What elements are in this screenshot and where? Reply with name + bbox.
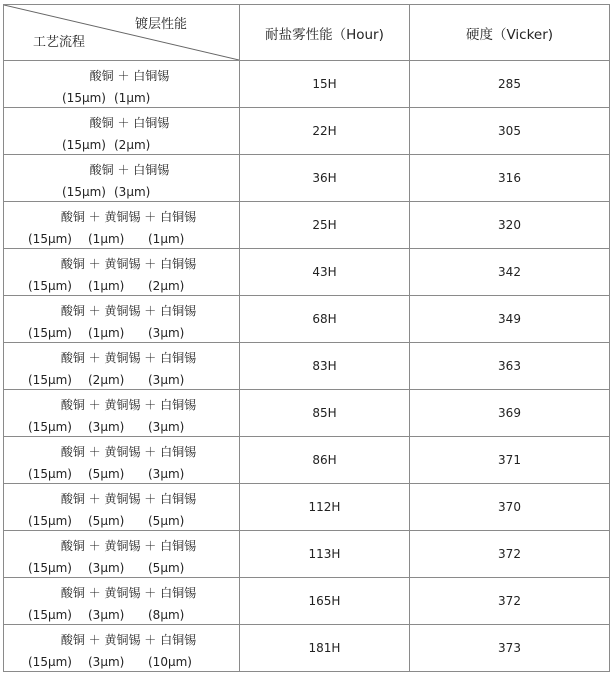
layer-thickness: (3μm) <box>148 373 185 387</box>
table-row <box>4 108 610 155</box>
hardness-cell: 342 <box>410 249 610 296</box>
layer-thickness: (15μm) <box>28 420 72 434</box>
layer-thickness: (1μm) <box>114 91 151 105</box>
layer-thickness: (1μm) <box>88 232 125 246</box>
salt-spray-cell: 25H <box>240 202 410 249</box>
process-cell <box>4 202 240 249</box>
process-cell <box>4 531 240 578</box>
header-process-flow: 工艺流程 <box>33 35 86 50</box>
hardness-cell: 349 <box>410 296 610 343</box>
layer-thickness: (5μm) <box>148 561 185 575</box>
salt-spray-cell: 165H <box>240 578 410 625</box>
salt-spray-cell: 36H <box>240 155 410 202</box>
hardness-cell: 372 <box>410 578 610 625</box>
layer-thickness: (3μm) <box>88 608 125 622</box>
layer-thickness: (5μm) <box>88 514 125 528</box>
layer-thickness: (15μm) <box>28 561 72 575</box>
layer-thickness: (15μm) <box>28 279 72 293</box>
layer-thickness: (3μm) <box>148 467 185 481</box>
process-cell <box>4 578 240 625</box>
layer-thickness: (15μm) <box>28 326 72 340</box>
salt-spray-cell: 68H <box>240 296 410 343</box>
table-row <box>4 531 610 578</box>
process-steps: 酸铜 ＋ 白铜锡 <box>89 116 170 130</box>
table-row <box>4 625 610 672</box>
process-steps: 酸铜 ＋ 黄铜锡 ＋ 白铜锡 <box>60 304 197 318</box>
layer-thickness: (15μm) <box>28 467 72 481</box>
process-cell <box>4 249 240 296</box>
salt-spray-cell: 112H <box>240 484 410 531</box>
header-hardness: 硬度（Vicker) <box>410 5 610 61</box>
process-steps: 酸铜 ＋ 黄铜锡 ＋ 白铜锡 <box>60 492 197 506</box>
layer-thickness: (15μm) <box>28 514 72 528</box>
process-steps: 酸铜 ＋ 白铜锡 <box>89 69 170 83</box>
hardness-cell: 373 <box>410 625 610 672</box>
process-steps: 酸铜 ＋ 黄铜锡 ＋ 白铜锡 <box>60 398 197 412</box>
layer-thickness: (2μm) <box>114 138 151 152</box>
hardness-cell: 320 <box>410 202 610 249</box>
salt-spray-cell: 15H <box>240 61 410 108</box>
salt-spray-cell: 113H <box>240 531 410 578</box>
process-cell <box>4 484 240 531</box>
header-salt-spray: 耐盐雾性能（Hour) <box>240 5 410 61</box>
plating-performance-table <box>3 4 610 672</box>
hardness-cell: 371 <box>410 437 610 484</box>
layer-thickness: (3μm) <box>148 326 185 340</box>
process-cell <box>4 390 240 437</box>
hardness-cell: 370 <box>410 484 610 531</box>
hardness-cell: 372 <box>410 531 610 578</box>
salt-spray-cell: 85H <box>240 390 410 437</box>
process-cell <box>4 437 240 484</box>
layer-thickness: (1μm) <box>88 279 125 293</box>
salt-spray-cell: 22H <box>240 108 410 155</box>
header-row <box>4 5 610 61</box>
process-steps: 酸铜 ＋ 黄铜锡 ＋ 白铜锡 <box>60 257 197 271</box>
table-row <box>4 155 610 202</box>
salt-spray-cell: 83H <box>240 343 410 390</box>
layer-thickness: (15μm) <box>62 185 106 199</box>
table-row <box>4 296 610 343</box>
table-row <box>4 249 610 296</box>
process-steps: 酸铜 ＋ 黄铜锡 ＋ 白铜锡 <box>60 633 197 647</box>
table-row <box>4 484 610 531</box>
hardness-cell: 363 <box>410 343 610 390</box>
process-steps: 酸铜 ＋ 黄铜锡 ＋ 白铜锡 <box>60 539 197 553</box>
process-steps: 酸铜 ＋ 黄铜锡 ＋ 白铜锡 <box>60 351 197 365</box>
layer-thickness: (2μm) <box>148 279 185 293</box>
layer-thickness: (1μm) <box>88 326 125 340</box>
table-row <box>4 437 610 484</box>
hardness-cell: 316 <box>410 155 610 202</box>
layer-thickness: (15μm) <box>28 608 72 622</box>
hardness-cell: 285 <box>410 61 610 108</box>
process-cell <box>4 108 240 155</box>
layer-thickness: (3μm) <box>88 655 125 669</box>
process-cell <box>4 343 240 390</box>
table-row <box>4 61 610 108</box>
table-row <box>4 202 610 249</box>
process-cell <box>4 155 240 202</box>
process-steps: 酸铜 ＋ 白铜锡 <box>89 163 170 177</box>
layer-thickness: (15μm) <box>62 91 106 105</box>
layer-thickness: (15μm) <box>28 655 72 669</box>
hardness-cell: 305 <box>410 108 610 155</box>
table-row <box>4 390 610 437</box>
layer-thickness: (10μm) <box>148 655 192 669</box>
process-steps: 酸铜 ＋ 黄铜锡 ＋ 白铜锡 <box>60 210 197 224</box>
layer-thickness: (3μm) <box>88 420 125 434</box>
process-steps: 酸铜 ＋ 黄铜锡 ＋ 白铜锡 <box>60 445 197 459</box>
layer-thickness: (5μm) <box>88 467 125 481</box>
hardness-cell: 369 <box>410 390 610 437</box>
table-row <box>4 578 610 625</box>
header-plating-performance: 镀层性能 <box>134 17 187 32</box>
process-cell <box>4 296 240 343</box>
salt-spray-cell: 86H <box>240 437 410 484</box>
layer-thickness: (8μm) <box>148 608 185 622</box>
salt-spray-cell: 43H <box>240 249 410 296</box>
salt-spray-cell: 181H <box>240 625 410 672</box>
layer-thickness: (3μm) <box>148 420 185 434</box>
process-cell <box>4 61 240 108</box>
layer-thickness: (1μm) <box>148 232 185 246</box>
process-cell <box>4 625 240 672</box>
layer-thickness: (2μm) <box>88 373 125 387</box>
layer-thickness: (3μm) <box>114 185 151 199</box>
table-row <box>4 343 610 390</box>
layer-thickness: (15μm) <box>28 373 72 387</box>
process-steps: 酸铜 ＋ 黄铜锡 ＋ 白铜锡 <box>60 586 197 600</box>
layer-thickness: (3μm) <box>88 561 125 575</box>
layer-thickness: (15μm) <box>28 232 72 246</box>
table-body <box>4 61 610 672</box>
diagonal-header-cell <box>4 5 240 61</box>
layer-thickness: (15μm) <box>62 138 106 152</box>
layer-thickness: (5μm) <box>148 514 185 528</box>
